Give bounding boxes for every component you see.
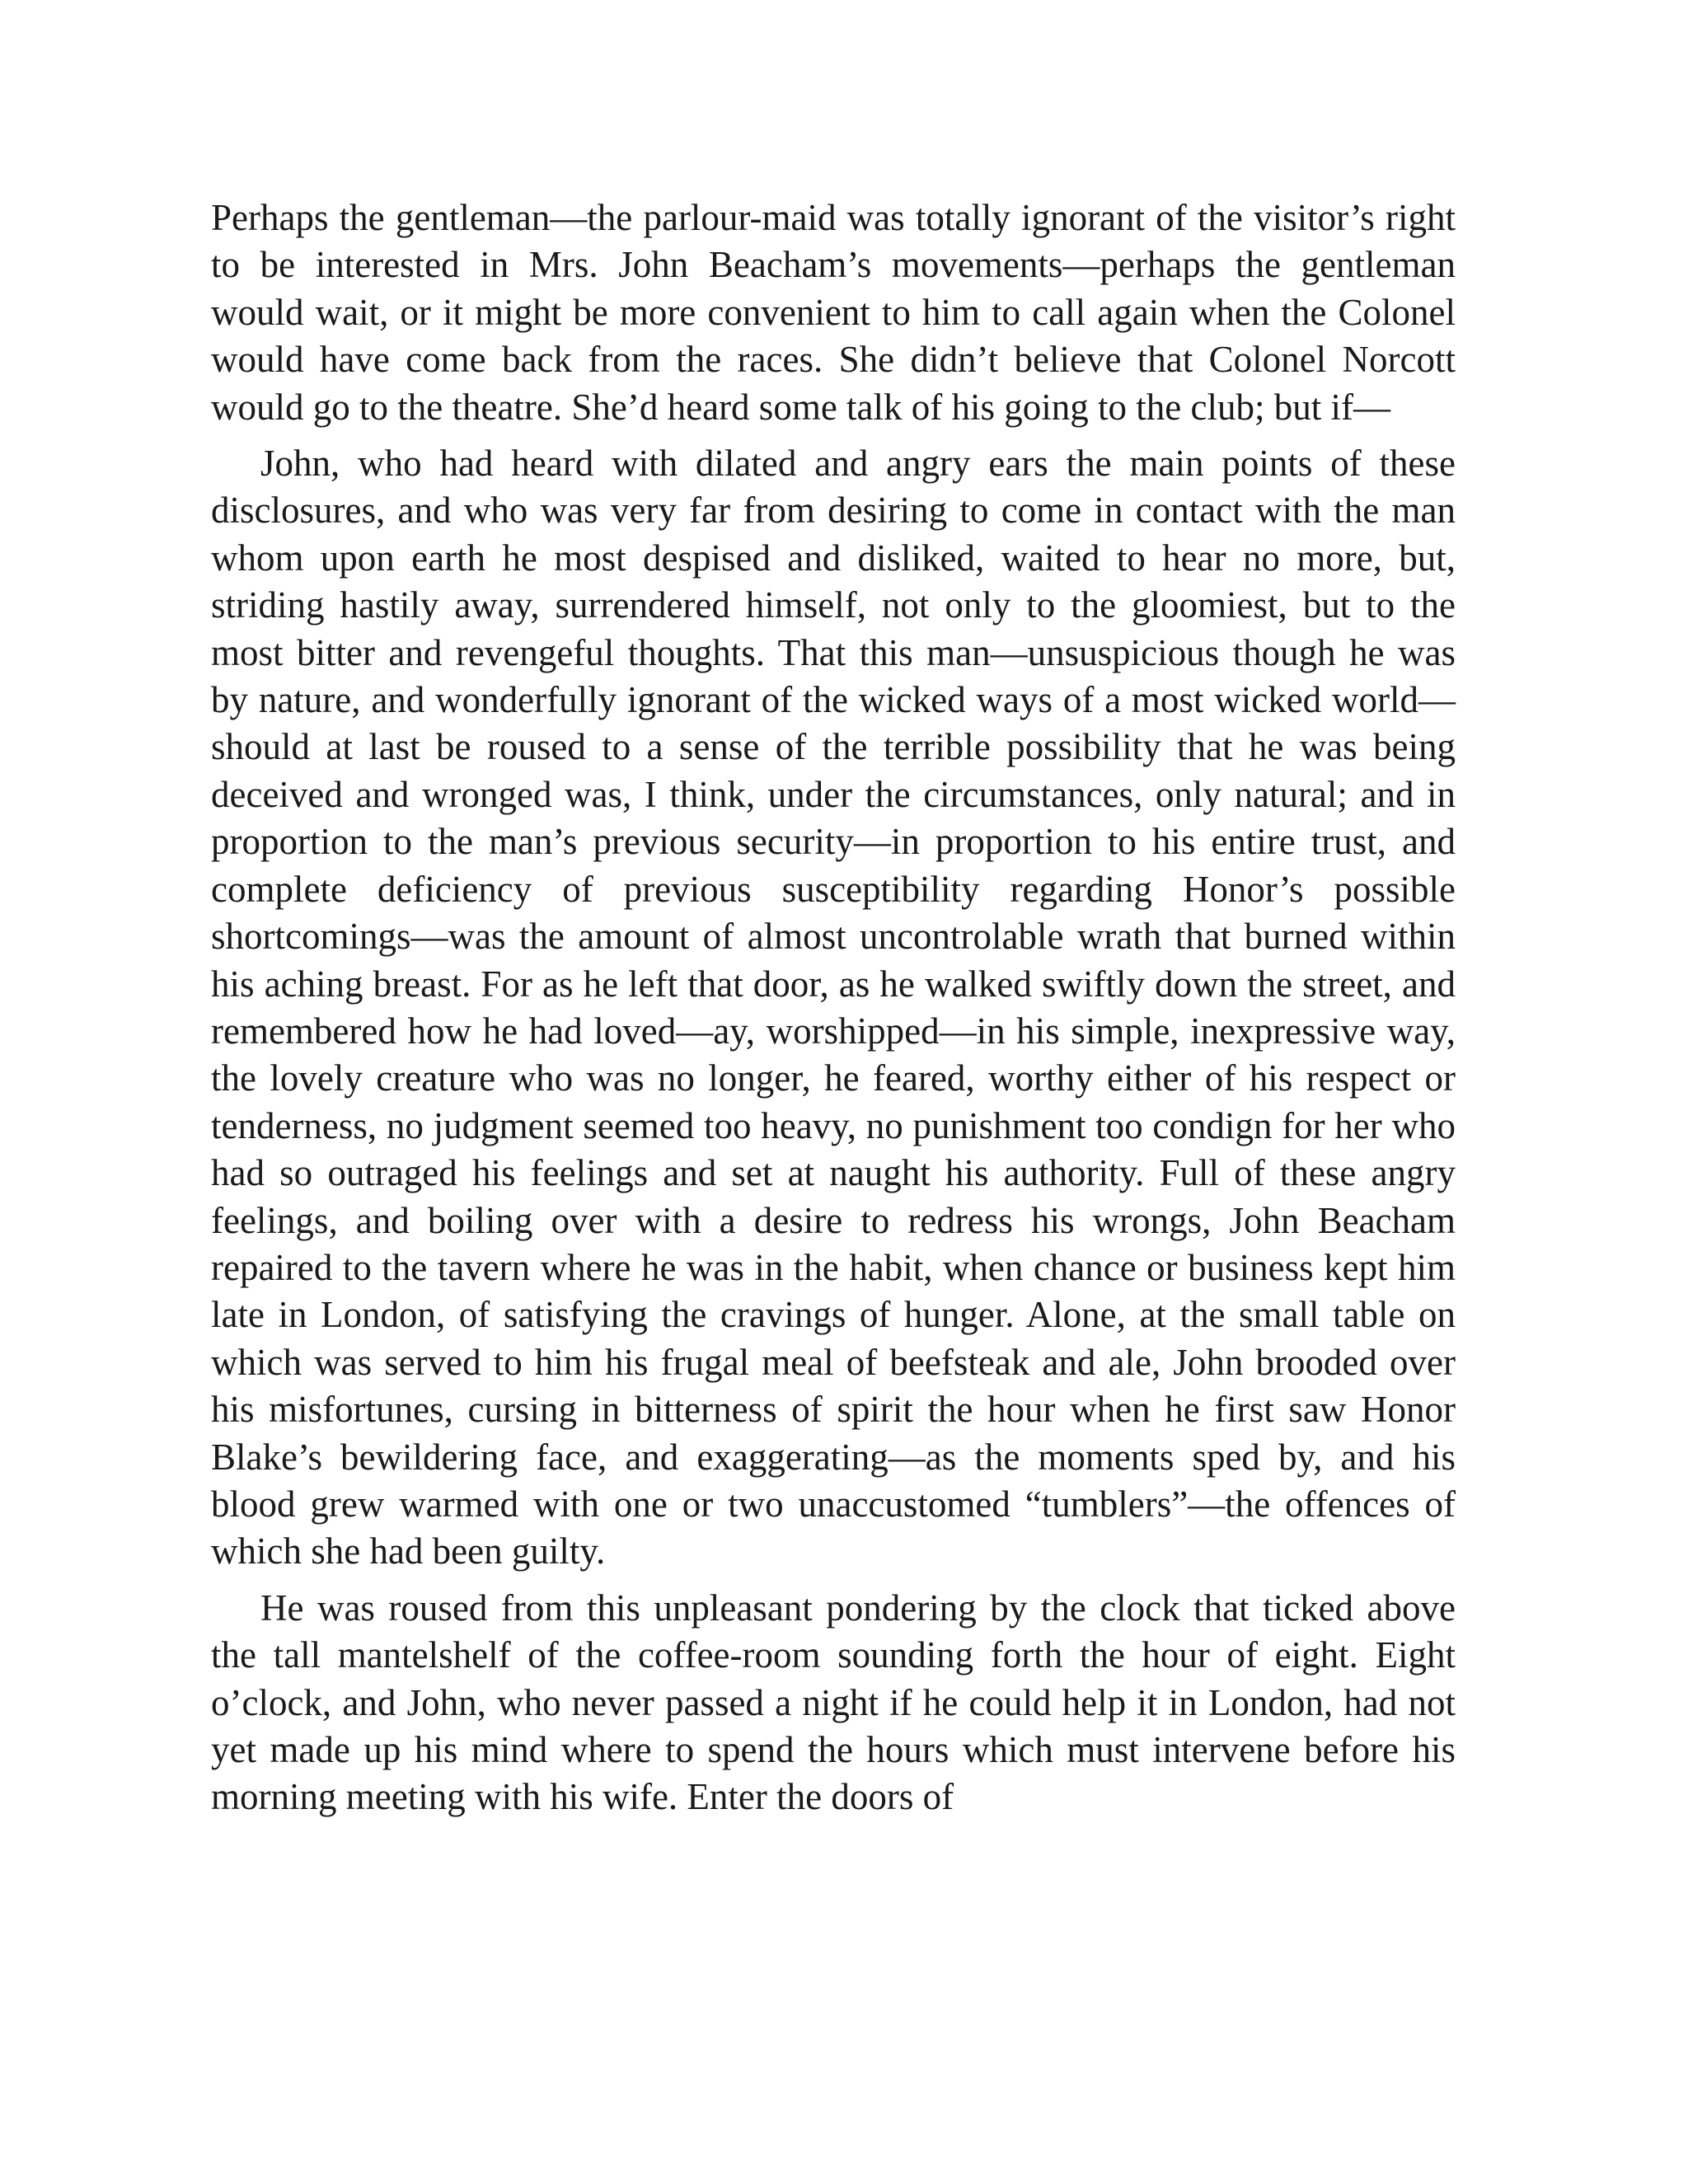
paragraph-3: He was roused from this unpleasant pondering by the clock that ticked above the tall mantelshelf of the coffee-room sounding forth the hour of eight. Eight o’clock, and John, who never passed a night if he could help it in London, had not yet made up his mind where to spend the hours which must intervene before his morning meeting with his wife. Enter the doors of [211, 1586, 1456, 1818]
paragraph-2: John, who had heard with dilated and angry ears the main points of these disclosures, and who was very far from desiring to come in contact with the man whom upon earth he most despised and disliked, waited to hear no more, but, striding hastily away, surrendered himself, not only to the gloomiest, but to the most bitter and revengeful thoughts. That this man—unsuspicious though he was by nature, and wonderfully ignorant of the wicked ways of a most wicked world—should at last be roused to a sense of the terrible possibility that he was being deceived and wronged was, I think, under the circumstances, only natural; and in proportion to the man’s previous security—in proportion to his entire trust, and complete deficiency of previous susceptibility regarding Honor’s possible shortcomings—was the amount of almost uncontrolable wrath that burned within his aching breast. For as he left that door, as he walked swiftly down the street, and remembered how he had loved—ay, worshipped—in his simple, inexpressive way, the lovely creature who was no longer, he feared, worthy either of his respect or tenderness, no judgment seemed too heavy, no punishment too condign for her who had so outraged his feelings and set at naught his authority. Full of these angry feelings, and boiling over with a desire to redress his wrongs, John Beacham repaired to the tavern where he was in the habit, when chance or business kept him late in London, of satisfying the cravings of hunger. Alone, at the small table on which was served to him his frugal meal of beefsteak and ale, John brooded over his misfortunes, cursing in bitterness of spirit the hour when he first saw Honor Blake’s bewildering face, and exaggerating—as the moments sped by, and his blood grew warmed with one or two unaccustomed “tumblers”—the offences of which she had been guilty. [211, 443, 1456, 1572]
paragraph-1: Perhaps the gentleman—the parlour-maid was totally ignorant of the visitor’s right to be interested in Mrs. John Beacham’s movements—perhaps the gentleman would wait, or it might be more convenient to him to call again when the Colonel would have come back from the races. She didn’t believe that Colonel Norcott would go to the theatre. She’d heard some talk of his going to the club; but if— [211, 197, 1456, 428]
page-body [211, 194, 1456, 1821]
